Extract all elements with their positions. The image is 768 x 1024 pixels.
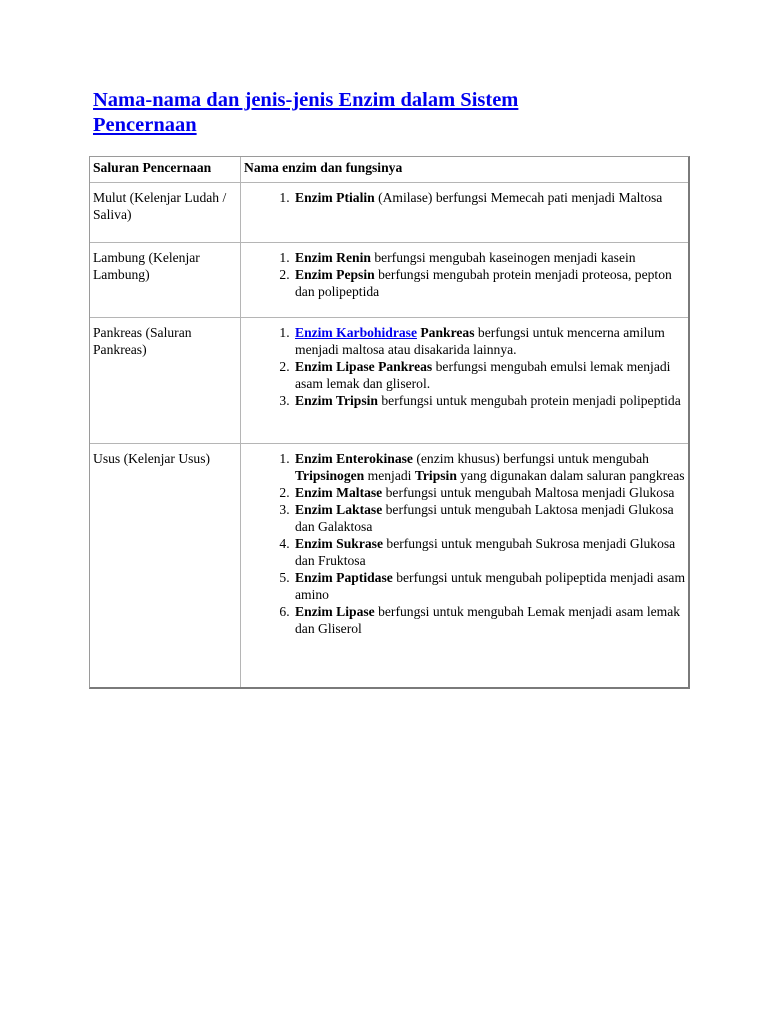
enzyme-cell bbox=[241, 444, 688, 687]
list-item bbox=[293, 358, 688, 392]
enzyme-term: Tripsinogen bbox=[295, 468, 365, 483]
enzyme-desc: yang digunakan dalam saluran pangkreas bbox=[456, 468, 685, 483]
organ-cell: Pankreas (Saluran Pankreas) bbox=[90, 318, 241, 444]
enzyme-name: Enzim Sukrase bbox=[295, 536, 383, 551]
enzyme-list bbox=[241, 324, 688, 409]
list-item bbox=[293, 392, 688, 409]
header-saluran: Saluran Pencernaan bbox=[90, 157, 241, 183]
enzyme-desc: berfungsi untuk mengubah Sukrosa menjadi Glukosa dan Fruktosa bbox=[295, 536, 676, 568]
enzyme-name: Enzim Enterokinase bbox=[295, 451, 413, 466]
list-item bbox=[293, 535, 688, 569]
enzyme-desc: berfungsi mengubah protein menjadi proteosa, pepton dan polipeptida bbox=[295, 267, 672, 299]
enzyme-desc: berfungsi untuk mencerna amilum menjadi maltosa atau disakarida lainnya. bbox=[295, 325, 665, 357]
header-enzim: Nama enzim dan fungsinya bbox=[241, 157, 688, 183]
enzyme-desc: berfungsi untuk mengubah Lemak menjadi asam lemak dan Gliserol bbox=[295, 604, 681, 636]
document-title-link[interactable] bbox=[93, 88, 613, 138]
enzim-karbohidrase-link[interactable]: Enzim Karbohidrase bbox=[295, 325, 417, 340]
enzyme-name: Enzim Pepsin bbox=[295, 267, 375, 282]
enzyme-name: Enzim Ptialin bbox=[295, 190, 375, 205]
enzyme-name: Enzim Maltase bbox=[295, 485, 383, 500]
enzyme-desc: berfungsi untuk mengubah polipeptida menjadi asam amino bbox=[295, 570, 686, 602]
enzyme-name: Enzim Paptidase bbox=[295, 570, 393, 585]
enzyme-desc: berfungsi mengubah emulsi lemak menjadi asam lemak dan gliserol. bbox=[295, 359, 671, 391]
enzyme-table bbox=[89, 156, 690, 689]
enzyme-desc: (enzim khusus) berfungsi untuk mengubah bbox=[412, 451, 649, 466]
enzyme-list bbox=[241, 249, 688, 300]
enzyme-desc: berfungsi untuk mengubah Maltosa menjadi Glukosa bbox=[382, 485, 675, 500]
list-item bbox=[293, 324, 688, 358]
list-item bbox=[293, 501, 688, 535]
enzyme-list bbox=[241, 450, 688, 637]
organ-cell: Mulut (Kelenjar Ludah / Saliva) bbox=[90, 183, 241, 243]
title-line-2[interactable]: Pencernaan bbox=[93, 114, 197, 136]
title-line-1[interactable]: Nama-nama dan jenis-jenis Enzim dalam Sistem bbox=[93, 89, 519, 111]
enzyme-name: Enzim Lipase Pankreas bbox=[295, 359, 433, 374]
enzyme-cell bbox=[241, 183, 688, 243]
enzyme-name: Pankreas bbox=[416, 325, 475, 340]
enzyme-name: Enzim Tripsin bbox=[295, 393, 378, 408]
list-item bbox=[293, 189, 688, 206]
table-header-row bbox=[90, 157, 688, 183]
table-row bbox=[90, 243, 688, 318]
enzyme-cell bbox=[241, 318, 688, 444]
organ-cell: Lambung (Kelenjar Lambung) bbox=[90, 243, 241, 318]
enzyme-desc: menjadi bbox=[364, 468, 415, 483]
table-row bbox=[90, 444, 688, 687]
enzyme-desc: berfungsi untuk mengubah Laktosa menjadi Glukosa dan Galaktosa bbox=[295, 502, 674, 534]
enzyme-desc: berfungsi mengubah kaseinogen menjadi kasein bbox=[370, 250, 636, 265]
organ-cell: Usus (Kelenjar Usus) bbox=[90, 444, 241, 687]
list-item bbox=[293, 569, 688, 603]
enzyme-name: Enzim Lipase bbox=[295, 604, 375, 619]
enzyme-desc: berfungsi untuk mengubah protein menjadi polipeptida bbox=[377, 393, 681, 408]
enzyme-desc: (Amilase) berfungsi Memecah pati menjadi Maltosa bbox=[374, 190, 663, 205]
list-item bbox=[293, 603, 688, 637]
table-row bbox=[90, 183, 688, 243]
list-item bbox=[293, 484, 688, 501]
list-item bbox=[293, 249, 688, 266]
table-row bbox=[90, 318, 688, 444]
enzyme-cell bbox=[241, 243, 688, 318]
enzyme-term: Tripsin bbox=[414, 468, 457, 483]
enzyme-list bbox=[241, 189, 688, 206]
enzyme-name: Enzim Renin bbox=[295, 250, 371, 265]
enzyme-name: Enzim Laktase bbox=[295, 502, 383, 517]
list-item bbox=[293, 450, 688, 484]
list-item bbox=[293, 266, 688, 300]
